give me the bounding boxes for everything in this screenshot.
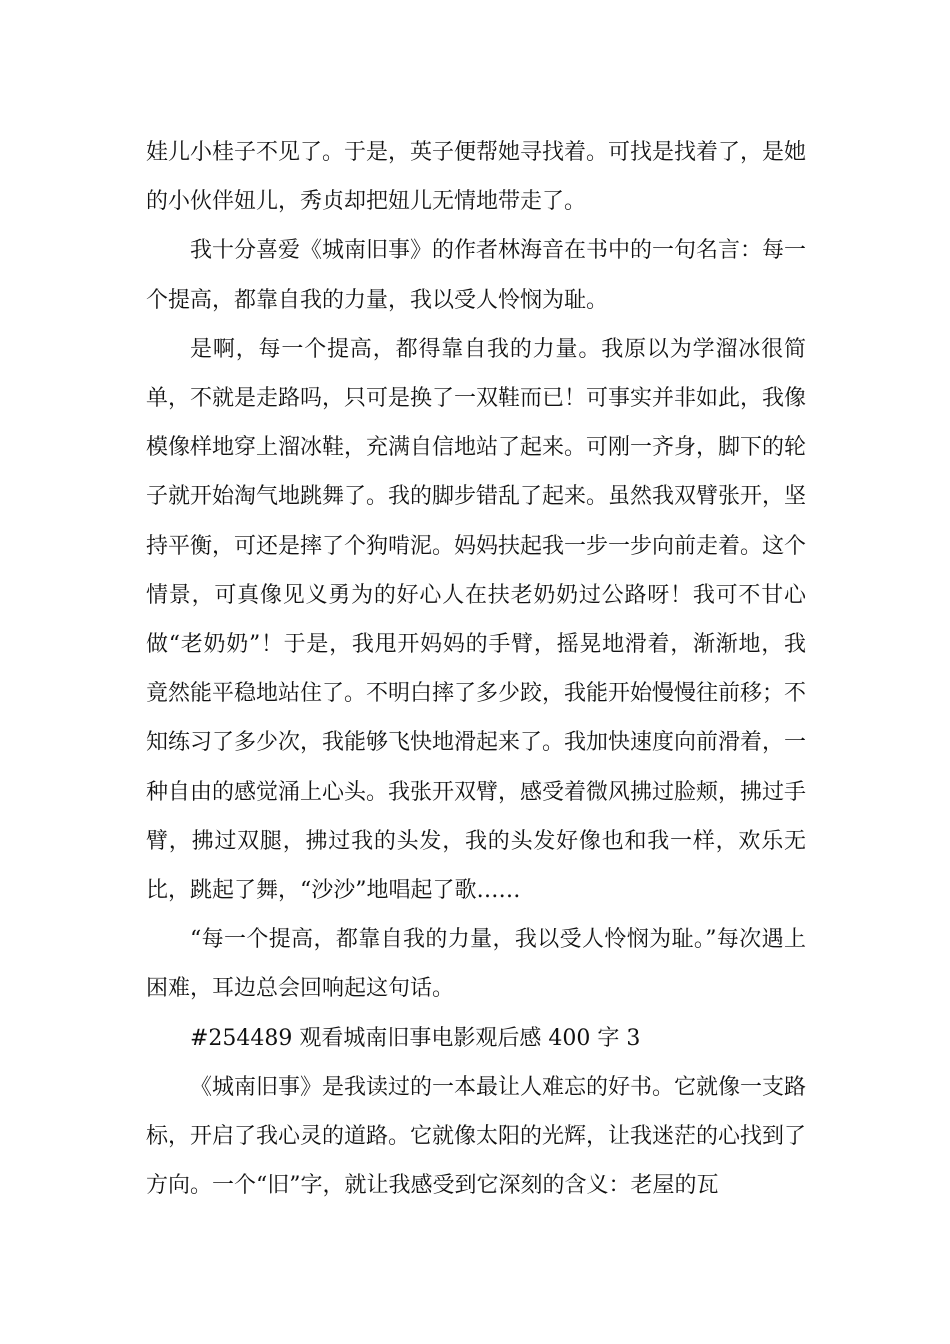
paragraph-skating-story: 是啊，每一个提高，都得靠自我的力量。我原以为学溜冰很简单，不就是走路吗，只可是换了一双鞋而已！可事实并非如此，我像模像样地穿上溜冰鞋，充满自信地站了起来。可刚一齐身，脚下的轮子就开始淘气地跳舞了。我的脚步错乱了起来。虽然我双臂张开，坚持平衡，可还是摔了个狗啃泥。妈妈扶起我一步一步向前走着。这个情景，可真像见义勇为的好心人在扶老奶奶过公路呀！我可不甘心做“老奶奶”！于是，我甩开妈妈的手臂，摇晃地滑着，渐渐地，我竟然能平稳地站住了。不明白摔了多少跤，我能开始慢慢往前移；不知练习了多少次，我能够飞快地滑起来了。我加快速度向前滑着，一种自由的感觉涌上心头。我张开双臂，感受着微风拂过脸颊，拂过手臂，拂过双腿，拂过我的头发，我的头发好像也和我一样，欢乐无比，跳起了舞，“沙沙”地唱起了歌…… — [146, 336, 807, 904]
paragraph-quote-repeat: “每一个提高，都靠自我的力量，我以受人怜悯为耻。”每次遇上困难，耳边总会回响起这句话。 — [146, 927, 806, 1002]
paragraph-continuation: 娃儿小桂子不见了。于是，英子便帮她寻找着。可找是找着了，是她的小伙伴妞儿，秀贞却把妞儿无情地带走了。 — [146, 140, 807, 215]
paragraph-quote-intro: 我十分喜爱《城南旧事》的作者林海音在书中的一句名言：每一个提高，都靠自我的力量，我以受人怜悯为耻。 — [146, 238, 807, 313]
paragraph-review-start: 《城南旧事》是我读过的一本最让人难忘的好书。它就像一支路标，开启了我心灵的道路。它就像太阳的光辉，让我迷茫的心找到了方向。一个“旧”字，就让我感受到它深刻的含义：老屋的瓦 — [146, 1074, 807, 1199]
section-heading: #254489 观看城南旧事电影观后感 400 字 3 — [190, 1025, 641, 1051]
body-text — [146, 128, 806, 1210]
